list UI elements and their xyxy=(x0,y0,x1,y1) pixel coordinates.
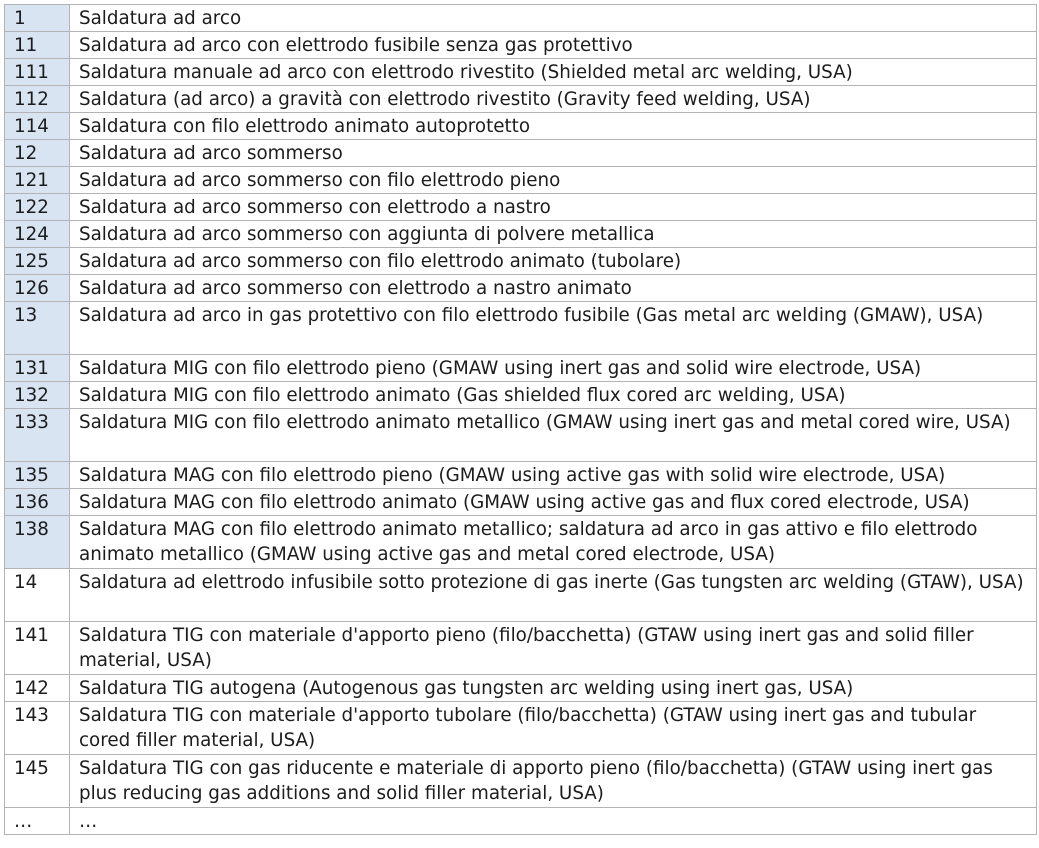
table-row xyxy=(5,248,1037,275)
process-description: Saldatura ad arco sommerso con filo elettrodo pieno xyxy=(70,167,1037,194)
process-description: Saldatura MIG con filo elettrodo pieno (GMAW using inert gas and solid wire electrode, USA) xyxy=(70,355,1037,382)
process-description: Saldatura (ad arco) a gravità con elettrodo rivestito (Gravity feed welding, USA) xyxy=(70,86,1037,113)
process-code: 122 xyxy=(5,194,70,221)
table-row xyxy=(5,194,1037,221)
process-code: 121 xyxy=(5,167,70,194)
table-row xyxy=(5,86,1037,113)
process-description: Saldatura ad arco sommerso con aggiunta di polvere metallica xyxy=(70,221,1037,248)
table-row xyxy=(5,113,1037,140)
table-row xyxy=(5,167,1037,194)
process-code: 13 xyxy=(5,302,70,355)
process-code: 14 xyxy=(5,569,70,622)
process-code: 141 xyxy=(5,622,70,675)
table-row xyxy=(5,355,1037,382)
process-code: 114 xyxy=(5,113,70,140)
table-row xyxy=(5,32,1037,59)
process-description: Saldatura ad arco sommerso con elettrodo a nastro animato xyxy=(70,275,1037,302)
table-row xyxy=(5,382,1037,409)
table-row xyxy=(5,622,1037,675)
process-code: 136 xyxy=(5,489,70,516)
process-description: Saldatura ad arco in gas protettivo con filo elettrodo fusibile (Gas metal arc welding (GMAW), USA) xyxy=(70,302,1037,355)
process-code: 133 xyxy=(5,409,70,462)
table-row xyxy=(5,808,1037,835)
process-description: Saldatura MIG con filo elettrodo animato metallico (GMAW using inert gas and metal cored wire, USA) xyxy=(70,409,1037,462)
process-description: Saldatura ad arco sommerso con elettrodo a nastro xyxy=(70,194,1037,221)
table-row xyxy=(5,5,1037,32)
table-row xyxy=(5,59,1037,86)
process-description: Saldatura MAG con filo elettrodo animato metallico; saldatura ad arco in gas attivo e filo elettrodo animato metallico (GMAW using active gas and metal cored electrode, USA) xyxy=(70,516,1037,569)
table-row xyxy=(5,462,1037,489)
process-description: Saldatura ad arco sommerso con filo elettrodo animato (tubolare) xyxy=(70,248,1037,275)
process-code: 142 xyxy=(5,675,70,702)
process-code: 145 xyxy=(5,755,70,808)
process-code: 125 xyxy=(5,248,70,275)
process-code: 112 xyxy=(5,86,70,113)
process-description: Saldatura TIG con materiale d'apporto pieno (filo/bacchetta) (GTAW using inert gas and solid filler material, USA) xyxy=(70,622,1037,675)
process-description: Saldatura ad arco con elettrodo fusibile senza gas protettivo xyxy=(70,32,1037,59)
table-row xyxy=(5,302,1037,355)
process-description: Saldatura ad arco xyxy=(70,5,1037,32)
process-code: 138 xyxy=(5,516,70,569)
table-row xyxy=(5,221,1037,248)
process-code: 126 xyxy=(5,275,70,302)
process-description: Saldatura MAG con filo elettrodo animato (GMAW using active gas and flux cored electrode, USA) xyxy=(70,489,1037,516)
process-code: 131 xyxy=(5,355,70,382)
process-code: 135 xyxy=(5,462,70,489)
process-description: Saldatura TIG con materiale d'apporto tubolare (filo/bacchetta) (GTAW using inert gas and tubular cored filler material, USA) xyxy=(70,702,1037,755)
process-code: 1 xyxy=(5,5,70,32)
process-description: Saldatura MIG con filo elettrodo animato (Gas shielded flux cored arc welding, USA) xyxy=(70,382,1037,409)
table-row xyxy=(5,140,1037,167)
process-description: Saldatura ad arco sommerso xyxy=(70,140,1037,167)
process-code: 143 xyxy=(5,702,70,755)
process-description: Saldatura ad elettrodo infusibile sotto protezione di gas inerte (Gas tungsten arc welding (GTAW), USA) xyxy=(70,569,1037,622)
process-code: 124 xyxy=(5,221,70,248)
table-row xyxy=(5,702,1037,755)
process-description: Saldatura MAG con filo elettrodo pieno (GMAW using active gas with solid wire electrode, USA) xyxy=(70,462,1037,489)
table-row xyxy=(5,516,1037,569)
process-description: Saldatura TIG autogena (Autogenous gas tungsten arc welding using inert gas, USA) xyxy=(70,675,1037,702)
process-description: Saldatura manuale ad arco con elettrodo rivestito (Shielded metal arc welding, USA) xyxy=(70,59,1037,86)
table-row xyxy=(5,489,1037,516)
process-code: 132 xyxy=(5,382,70,409)
process-code: 111 xyxy=(5,59,70,86)
process-description: Saldatura TIG con gas riducente e materiale di apporto pieno (filo/bacchetta) (GTAW using inert gas plus reducing gas additions and solid filler material, USA) xyxy=(70,755,1037,808)
table-row xyxy=(5,569,1037,622)
table-row xyxy=(5,275,1037,302)
process-code: 11 xyxy=(5,32,70,59)
table-row xyxy=(5,675,1037,702)
process-description: … xyxy=(70,808,1037,835)
process-description: Saldatura con filo elettrodo animato autoprotetto xyxy=(70,113,1037,140)
process-code: 12 xyxy=(5,140,70,167)
table-row xyxy=(5,755,1037,808)
table-row xyxy=(5,409,1037,462)
process-code: … xyxy=(5,808,70,835)
welding-process-table xyxy=(4,4,1037,835)
